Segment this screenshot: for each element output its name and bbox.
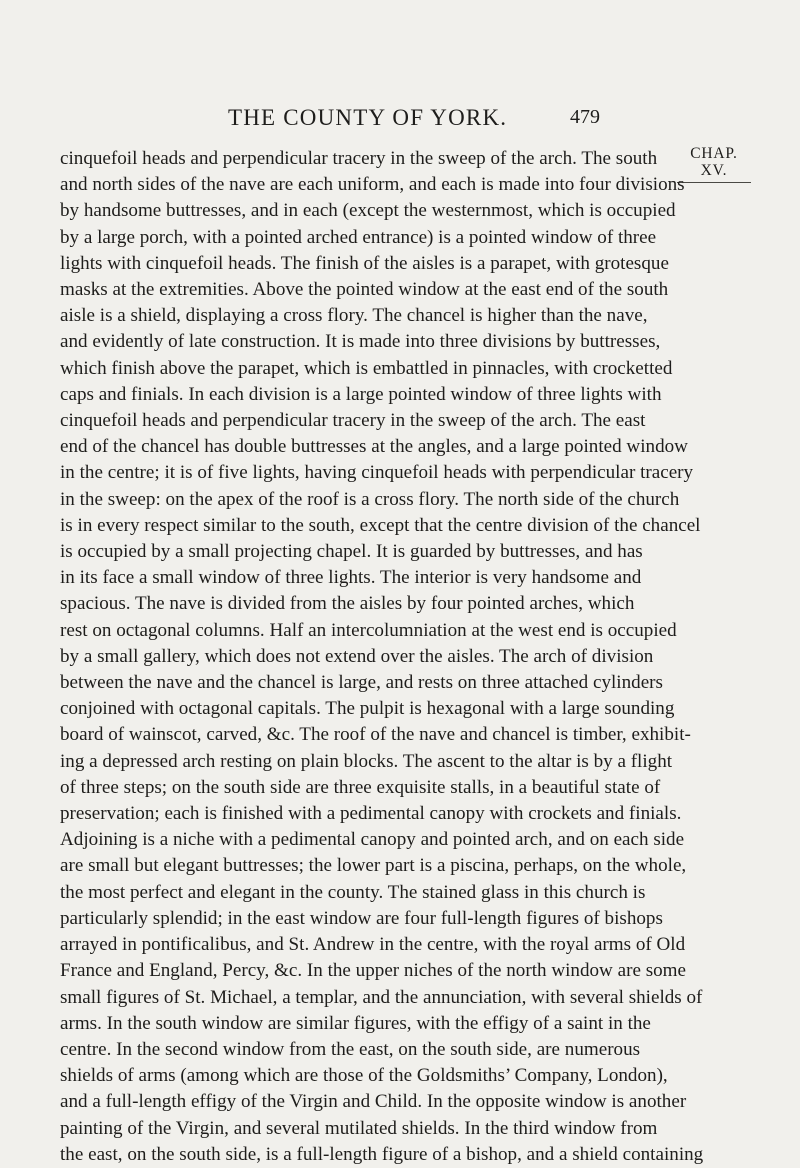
chapter-label: CHAP. xyxy=(690,145,738,162)
running-title: THE COUNTY OF YORK. xyxy=(228,105,508,130)
body-text xyxy=(60,146,704,1168)
text-line: and evidently of late construction. It is made into three divisions by buttresses, xyxy=(60,331,661,353)
text-line: aisle is a shield, displaying a cross flory. The chancel is higher than the nave, xyxy=(60,305,648,327)
text-line: masks at the extremities. Above the pointed window at the east end of the south xyxy=(60,279,669,301)
text-line: lights with cinquefoil heads. The finish of the aisles is a parapet, with grotesque xyxy=(60,252,669,274)
text-line: in the centre; it is of five lights, having cinquefoil heads with perpendicular tracery xyxy=(60,462,694,484)
page-number: 479 xyxy=(570,106,600,128)
text-line: between the nave and the chancel is large, and rests on three attached cylinders xyxy=(60,672,663,694)
text-line: France and England, Percy, &c. In the upper niches of the north window are some xyxy=(60,960,687,982)
text-line: and a full-length effigy of the Virgin and Child. In the opposite window is another xyxy=(60,1091,687,1113)
text-line: preservation; each is finished with a pedimental canopy with crockets and finials. xyxy=(60,803,682,825)
text-line: caps and finials. In each division is a large pointed window of three lights with xyxy=(60,383,662,405)
text-line: by a small gallery, which does not extend over the aisles. The arch of division xyxy=(60,645,654,667)
text-line: and north sides of the nave are each uniform, and each is made into four divisions xyxy=(60,174,685,196)
chapter-rule xyxy=(677,182,751,183)
text-line: conjoined with octagonal capitals. The pulpit is hexagonal with a large sounding xyxy=(60,698,675,720)
text-line: Adjoining is a niche with a pedimental canopy and pointed arch, and on each side xyxy=(60,829,685,851)
chapter-marginal-note xyxy=(676,145,752,183)
text-line: arms. In the south window are similar figures, with the effigy of a saint in the xyxy=(60,1012,651,1034)
text-line: the east, on the south side, is a full-length figure of a bishop, and a shield containing xyxy=(60,1143,704,1165)
text-line: end of the chancel has double buttresses at the angles, and a large pointed window xyxy=(60,436,688,458)
text-line: is in every respect similar to the south, except that the centre division of the chancel xyxy=(60,514,701,536)
text-line: arrayed in pontificalibus, and St. Andrew in the centre, with the royal arms of Old xyxy=(60,934,686,956)
running-head xyxy=(228,105,600,139)
text-line: by a large porch, with a pointed arched entrance) is a pointed window of three xyxy=(60,226,657,248)
text-line: small figures of St. Michael, a templar, and the annunciation, with several shields of xyxy=(60,986,703,1008)
text-line: are small but elegant buttresses; the lower part is a piscina, perhaps, on the whole, xyxy=(60,855,687,877)
text-line: rest on octagonal columns. Half an intercolumniation at the west end is occupied xyxy=(60,619,677,641)
text-line: cinquefoil heads and perpendicular tracery in the sweep of the arch. The east xyxy=(60,410,646,432)
text-line: in the sweep: on the apex of the roof is a cross flory. The north side of the church xyxy=(60,488,680,510)
text-line: cinquefoil heads and perpendicular tracery in the sweep of the arch. The south xyxy=(60,148,658,169)
text-line: of three steps; on the south side are three exquisite stalls, in a beautiful state of xyxy=(60,776,661,798)
text-line: in its face a small window of three lights. The interior is very handsome and xyxy=(60,567,642,589)
text-line: centre. In the second window from the east, on the south side, are numerous xyxy=(60,1038,641,1060)
text-line: shields of arms (among which are those of the Goldsmiths’ Company, London), xyxy=(60,1065,668,1087)
text-line: painting of the Virgin, and several mutilated shields. In the third window from xyxy=(60,1117,658,1139)
text-line: board of wainscot, carved, &c. The roof of the nave and chancel is timber, exhibit- xyxy=(60,724,691,746)
text-line: by handsome buttresses, and in each (except the westernmost, which is occupied xyxy=(60,200,676,222)
text-line: particularly splendid; in the east window are four full-length figures of bishops xyxy=(60,907,663,929)
text-line: ing a depressed arch resting on plain blocks. The ascent to the altar is by a flight xyxy=(60,750,673,772)
chapter-number: XV. xyxy=(700,162,728,179)
text-line: the most perfect and elegant in the county. The stained glass in this church is xyxy=(60,881,646,903)
text-line: is occupied by a small projecting chapel. It is guarded by buttresses, and has xyxy=(60,541,643,563)
text-line: spacious. The nave is divided from the aisles by four pointed arches, which xyxy=(60,593,635,615)
text-line: which finish above the parapet, which is embattled in pinnacles, with crocketted xyxy=(60,357,673,379)
